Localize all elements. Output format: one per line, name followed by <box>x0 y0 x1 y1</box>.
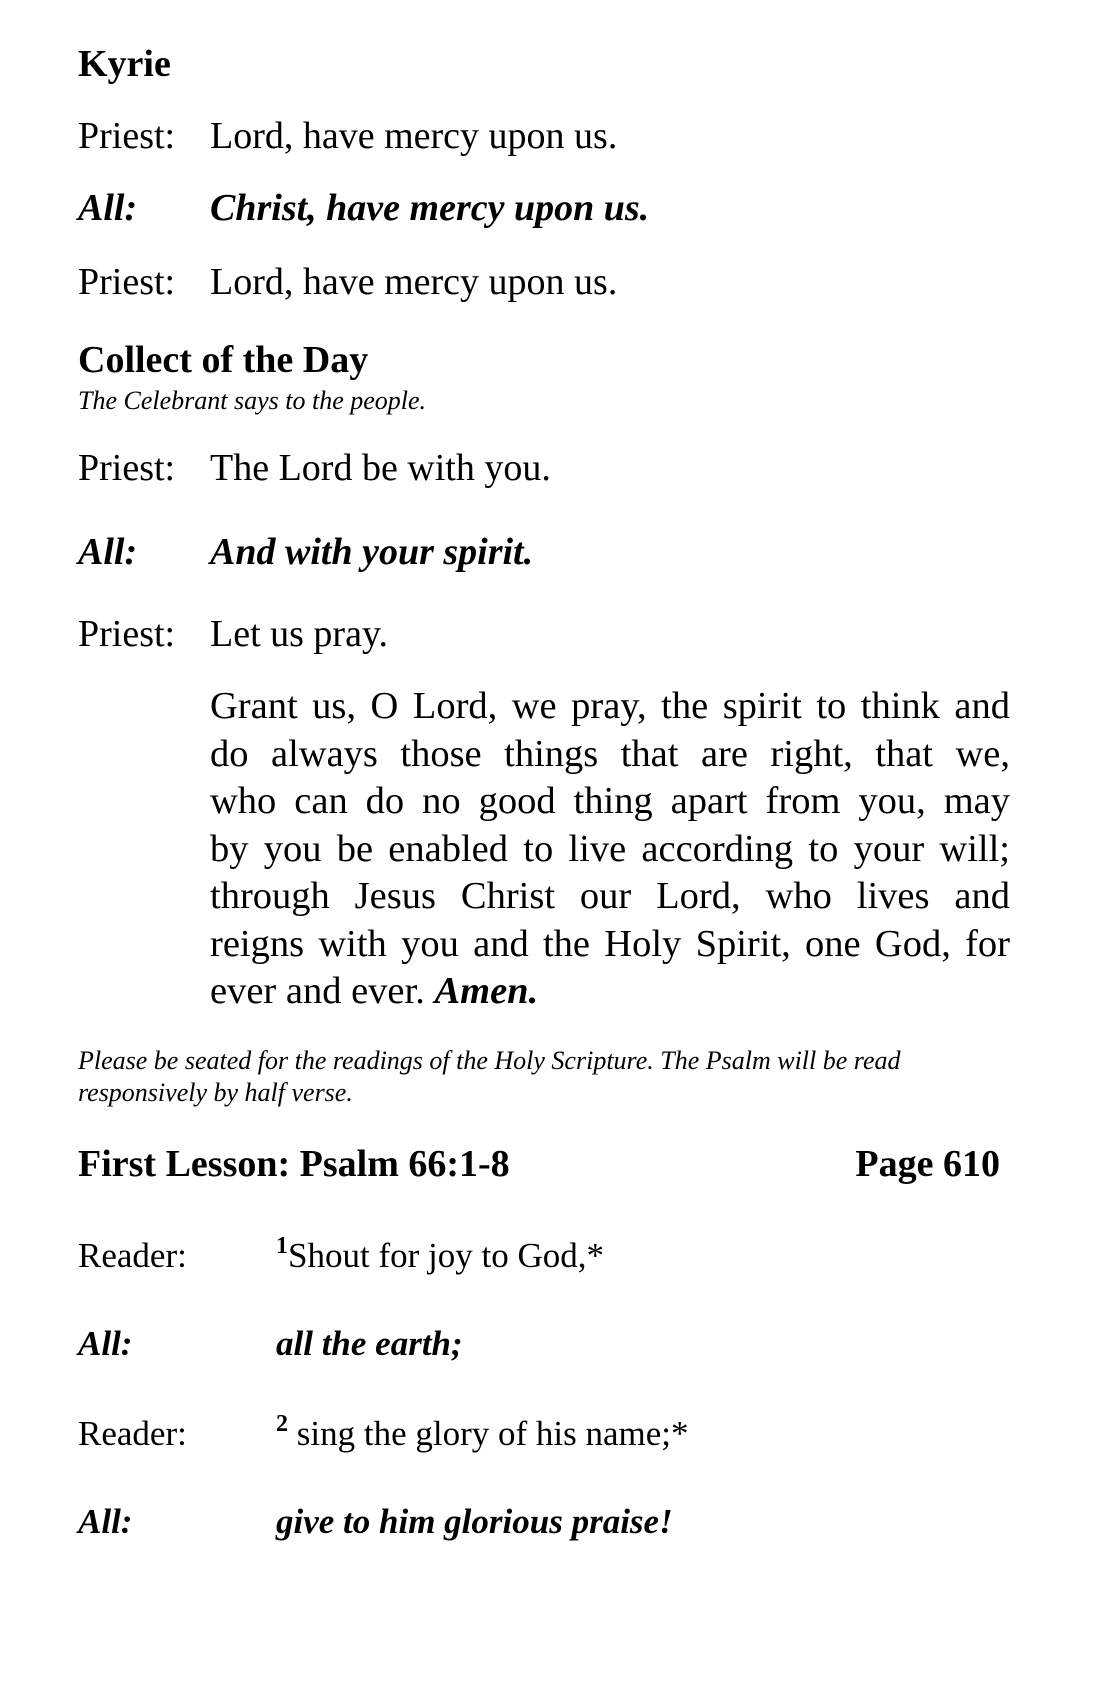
collect-line-3: Let us pray. <box>210 613 388 655</box>
verse-text: Shout for joy to God,* <box>288 1236 604 1275</box>
prayer-line: by you be enabled to live according to your will; <box>210 827 1010 870</box>
lesson-heading: First Lesson: Psalm 66:1-8 <box>78 1143 510 1185</box>
collect-line-1: The Lord be with you. <box>210 447 551 489</box>
kyrie-line-1: Lord, have mercy upon us. <box>210 115 618 157</box>
kyrie-speaker-all: All: <box>78 187 138 229</box>
verse-number: 2 <box>276 1411 288 1437</box>
prayer-line: who can do no good thing apart from you, may <box>210 780 1010 822</box>
prayer-line: reigns with you and the Holy Spirit, one God, for <box>210 922 1010 965</box>
psalm-response-1: all the earth; <box>276 1324 463 1363</box>
kyrie-heading: Kyrie <box>78 43 171 85</box>
psalm-speaker-all-1: All: <box>78 1324 133 1363</box>
psalm-verse-2 <box>276 1411 689 1454</box>
kyrie-speaker-priest-2: Priest: <box>78 261 176 303</box>
psalm-speaker-all-2: All: <box>78 1502 133 1541</box>
prayer-line: do always those things that are right, that we, <box>210 732 1010 775</box>
collect-speaker-all: All: <box>78 531 138 573</box>
verse-text: sing the glory of his name;* <box>288 1414 689 1453</box>
prayer-line-last <box>210 968 1010 1016</box>
kyrie-speaker-priest-1: Priest: <box>78 115 176 157</box>
psalm-response-2: give to him glorious praise! <box>276 1502 673 1541</box>
lesson-page-reference: Page 610 <box>855 1143 1000 1185</box>
collect-prayer <box>210 683 1010 1016</box>
instruction-line-1: Please be seated for the readings of the Holy Scripture. The Psalm will be read <box>78 1046 901 1075</box>
prayer-amen: Amen. <box>434 970 539 1012</box>
instruction-line-2: responsively by half verse. <box>78 1078 353 1107</box>
psalm-verse-1 <box>276 1233 604 1276</box>
kyrie-line-2: Christ, have mercy upon us. <box>210 187 650 229</box>
collect-line-2: And with your spirit. <box>210 531 534 573</box>
prayer-line: through Jesus Christ our Lord, who lives and <box>210 875 1010 917</box>
prayer-line: Grant us, O Lord, we pray, the spirit to think and <box>210 685 1010 727</box>
collect-heading: Collect of the Day <box>78 339 369 381</box>
psalm-speaker-reader-2: Reader: <box>78 1414 187 1453</box>
verse-number: 1 <box>276 1233 288 1259</box>
prayer-line-text: ever and ever. <box>210 970 425 1012</box>
psalm-speaker-reader-1: Reader: <box>78 1236 187 1275</box>
collect-speaker-priest-2: Priest: <box>78 613 176 655</box>
kyrie-line-3: Lord, have mercy upon us. <box>210 261 618 303</box>
collect-speaker-priest-1: Priest: <box>78 447 176 489</box>
collect-rubric: The Celebrant says to the people. <box>78 386 427 415</box>
